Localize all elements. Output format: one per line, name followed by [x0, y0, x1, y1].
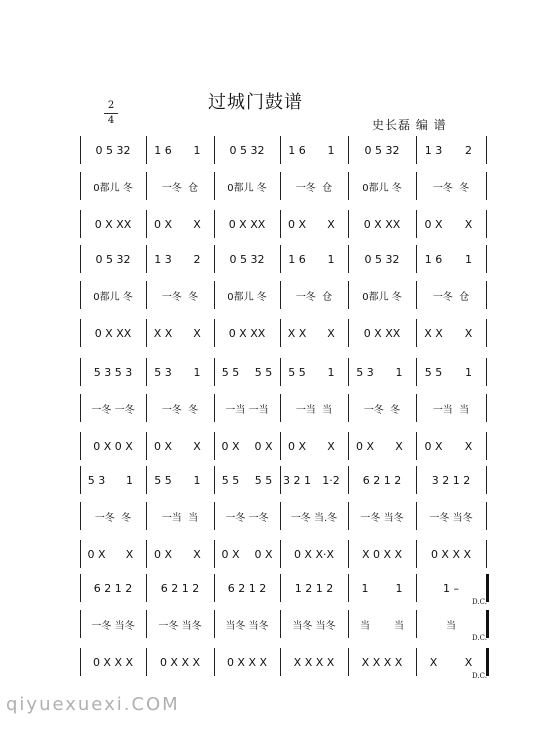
barline — [214, 210, 215, 238]
lyrics-cell: 一冬 当冬 — [360, 512, 404, 524]
barline — [214, 574, 215, 602]
rhythm-cell: 0 X XX — [228, 326, 266, 340]
rhythm-cell: X X — [424, 326, 443, 340]
melody-cell: 5 3 — [356, 365, 374, 379]
barline — [280, 466, 281, 494]
lyrics-cell: 当 — [360, 620, 370, 632]
barline — [214, 540, 215, 568]
barline — [214, 136, 215, 164]
barline — [280, 136, 281, 164]
barline — [486, 172, 487, 200]
melody-cell: 1 — [193, 143, 201, 157]
barline — [416, 172, 417, 200]
barline — [348, 210, 349, 238]
barline — [214, 432, 215, 460]
melody-cell: 2 — [193, 252, 201, 266]
barline — [214, 648, 215, 676]
barline — [280, 610, 281, 638]
melody-cell: 1 — [465, 252, 472, 266]
rhythm-cell: 0 X — [254, 547, 273, 561]
barline — [486, 502, 487, 530]
barline — [486, 210, 487, 238]
melody-cell: 1 — [327, 252, 335, 266]
rhythm-cell: X — [464, 655, 473, 669]
lyrics-cell: 当冬 当冬 — [225, 620, 269, 632]
barline — [280, 540, 281, 568]
lyrics-cell: 一冬 仓 — [432, 291, 470, 303]
barline — [416, 540, 417, 568]
lyrics-cell: 0都儿 冬 — [362, 291, 402, 303]
barline — [214, 610, 215, 638]
rhythm-cell: X — [464, 439, 473, 453]
rhythm-cell: X X X X — [293, 655, 335, 669]
barline — [214, 245, 215, 273]
lyrics-cell: 0都儿 冬 — [227, 291, 267, 303]
barline — [80, 319, 81, 347]
barline — [80, 210, 81, 238]
melody-cell: 5 5 — [288, 365, 306, 379]
barline — [214, 502, 215, 530]
time-signature-bottom: 4 — [107, 115, 115, 126]
barline — [348, 466, 349, 494]
melody-cell: 0 5 32 — [229, 143, 265, 157]
rhythm-cell: X — [193, 326, 201, 340]
barline — [280, 502, 281, 530]
rhythm-cell: 0 X — [221, 547, 240, 561]
rhythm-cell: X X X X — [361, 655, 403, 669]
barline — [348, 281, 349, 309]
melody-cell: 1 — [395, 581, 403, 595]
rhythm-cell: X — [327, 439, 335, 453]
barline — [348, 502, 349, 530]
melody-cell: 2 — [465, 143, 472, 157]
rhythm-cell: X — [429, 655, 438, 669]
rhythm-cell: 0 X — [153, 217, 173, 231]
rhythm-cell: 0 X — [153, 547, 173, 561]
rhythm-cell: 0 X XX — [94, 326, 132, 340]
lyrics-cell: 一当 当 — [432, 404, 470, 416]
barline — [416, 502, 417, 530]
melody-cell: 1 3 — [424, 143, 443, 157]
barline — [80, 358, 81, 386]
melody-cell: 1 — [193, 473, 201, 487]
rhythm-cell: 0 X — [424, 217, 443, 231]
rhythm-cell: X 0 X X — [361, 547, 403, 561]
lyrics-cell: 一当 当 — [161, 512, 199, 524]
rhythm-cell: 0 X X X — [430, 547, 472, 561]
melody-cell: 1 6 — [424, 252, 443, 266]
melody-cell: 1 — [361, 581, 369, 595]
barline — [146, 281, 147, 309]
melody-cell: 5 5 — [221, 365, 240, 379]
rhythm-cell: 0 X — [254, 439, 273, 453]
barline — [146, 610, 147, 638]
rhythm-cell: 0 X — [287, 439, 307, 453]
system-1-rhythm-line — [80, 210, 486, 238]
lyrics-cell: 一冬 冬 — [94, 512, 132, 524]
barline — [486, 540, 487, 568]
rhythm-cell: 0 X — [87, 547, 106, 561]
barline — [348, 172, 349, 200]
barline — [80, 394, 81, 422]
barline — [348, 574, 349, 602]
melody-cell: 5 3 — [154, 365, 172, 379]
rhythm-cell: X — [327, 326, 335, 340]
barline — [146, 245, 147, 273]
melody-cell: 0 5 32 — [95, 143, 131, 157]
lyrics-cell: 一冬 仓 — [295, 182, 333, 194]
barline — [146, 136, 147, 164]
barline — [348, 540, 349, 568]
melody-cell: 1 6 — [154, 143, 172, 157]
rhythm-cell: 0 X X X — [92, 655, 134, 669]
barline — [214, 281, 215, 309]
lyrics-cell: 一冬 当.冬 — [290, 512, 338, 524]
system-4-melody-line — [80, 466, 486, 494]
barline — [416, 394, 417, 422]
rhythm-cell: X — [395, 439, 403, 453]
system-1-lyrics-line — [80, 172, 486, 200]
melody-cell: 0 5 32 — [364, 252, 400, 266]
system-5-lyrics-line: 一冬 当冬 一冬 当冬 当冬 当冬 当冬 当冬 当 当 当 D.C. — [80, 610, 486, 638]
barline — [146, 432, 147, 460]
barline — [146, 319, 147, 347]
barline — [214, 172, 215, 200]
barline — [348, 432, 349, 460]
time-signature-top: 2 — [107, 100, 115, 111]
rhythm-cell: X X — [287, 326, 307, 340]
rhythm-cell: 0 X — [355, 439, 375, 453]
barline — [416, 466, 417, 494]
melody-cell: 1 3 — [154, 252, 172, 266]
barline — [214, 394, 215, 422]
barline — [348, 136, 349, 164]
barline — [416, 281, 417, 309]
lyrics-cell: 当 — [446, 620, 456, 632]
rhythm-cell: 0 X X·X — [293, 547, 335, 561]
barline — [486, 358, 487, 386]
barline — [416, 432, 417, 460]
barline — [280, 574, 281, 602]
arranger-credit: 史长磊 编 谱 — [372, 118, 447, 132]
barline — [348, 610, 349, 638]
barline — [348, 648, 349, 676]
barline — [416, 648, 417, 676]
barline — [280, 432, 281, 460]
barline — [486, 466, 487, 494]
rhythm-cell: 0 X — [424, 439, 443, 453]
barline — [80, 172, 81, 200]
barline — [80, 502, 81, 530]
barline — [486, 245, 487, 273]
system-4-lyrics-line — [80, 502, 486, 530]
system-3-rhythm-line — [80, 432, 486, 460]
barline — [280, 358, 281, 386]
barline — [416, 245, 417, 273]
barline — [280, 394, 281, 422]
barline — [214, 319, 215, 347]
lyrics-cell: 0都儿 冬 — [93, 291, 133, 303]
lyrics-cell: 0都儿 冬 — [93, 182, 133, 194]
barline — [80, 466, 81, 494]
lyrics-cell: 一冬 一冬 — [91, 404, 135, 416]
melody-cell: 1 — [395, 365, 403, 379]
barline — [80, 540, 81, 568]
rhythm-cell: X — [464, 217, 473, 231]
rhythm-cell: 0 X — [153, 439, 173, 453]
rhythm-cell: X — [193, 217, 201, 231]
site-watermark: qiyuexuexi.COM — [6, 694, 180, 715]
barline — [348, 319, 349, 347]
barline — [146, 394, 147, 422]
barline — [146, 540, 147, 568]
barline — [80, 648, 81, 676]
melody-cell: 3 2 1 2 — [431, 473, 471, 487]
barline — [416, 210, 417, 238]
melody-cell: 1 6 — [288, 252, 306, 266]
melody-cell: 5 5 — [154, 473, 172, 487]
lyrics-cell: 一冬 当冬 — [91, 620, 135, 632]
lyrics-cell: 一冬 冬 — [161, 291, 199, 303]
barline — [146, 574, 147, 602]
system-2-melody-line — [80, 245, 486, 273]
rhythm-cell: X X — [153, 326, 173, 340]
melody-cell: 6 2 1 2 — [362, 473, 402, 487]
barline — [80, 610, 81, 638]
barline — [80, 245, 81, 273]
melody-cell: 5 3 — [87, 473, 106, 487]
lyrics-cell: 一当 当 — [295, 404, 333, 416]
rhythm-cell: 0 X X X — [159, 655, 201, 669]
barline — [146, 210, 147, 238]
lyrics-cell: 当 — [394, 620, 404, 632]
lyrics-cell: 一冬 仓 — [295, 291, 333, 303]
melody-cell: 1 6 — [288, 143, 306, 157]
barline — [486, 136, 487, 164]
barline — [80, 281, 81, 309]
rhythm-cell: 0 X XX — [363, 326, 401, 340]
barline — [280, 210, 281, 238]
barline — [280, 648, 281, 676]
barline — [348, 394, 349, 422]
system-2-rhythm-line — [80, 319, 486, 347]
lyrics-cell: 0都儿 冬 — [227, 182, 267, 194]
melody-cell: 6 2 1 2 — [227, 581, 267, 595]
melody-cell: 1 — [327, 143, 335, 157]
melody-cell: 5 3 5 3 — [93, 365, 133, 379]
rhythm-cell: 0 X X X — [226, 655, 268, 669]
rhythm-cell: 0 X — [221, 439, 240, 453]
rhythm-cell: X — [193, 439, 201, 453]
barline — [416, 319, 417, 347]
barline — [146, 172, 147, 200]
barline — [486, 281, 487, 309]
barline — [80, 574, 81, 602]
lyrics-cell: 一冬 冬 — [363, 404, 401, 416]
barline — [80, 136, 81, 164]
barline — [280, 245, 281, 273]
rhythm-cell: 0 X XX — [228, 217, 266, 231]
system-3-lyrics-line — [80, 394, 486, 422]
lyrics-cell: 一冬 一冬 — [225, 512, 269, 524]
melody-cell: 1 — [193, 365, 201, 379]
barline — [416, 136, 417, 164]
rhythm-cell: 0 X XX — [94, 217, 132, 231]
barline — [146, 466, 147, 494]
rhythm-cell: 0 X XX — [363, 217, 401, 231]
barline — [146, 648, 147, 676]
lyrics-cell: 一冬 冬 — [161, 404, 199, 416]
barline — [486, 432, 487, 460]
melody-cell: 1 – — [443, 581, 459, 595]
melody-cell: 0 5 32 — [229, 252, 265, 266]
barline — [348, 245, 349, 273]
barline — [416, 574, 417, 602]
lyrics-cell: 当冬 当冬 — [292, 620, 336, 632]
melody-cell: 1 — [126, 473, 133, 487]
system-2-lyrics-line — [80, 281, 486, 309]
melody-cell: 5 5 — [221, 473, 240, 487]
barline — [146, 502, 147, 530]
rhythm-cell: X — [464, 326, 473, 340]
melody-cell: 1·2 — [322, 473, 340, 487]
system-5-melody-line: 6 2 1 2 6 2 1 2 6 2 1 2 1 2 1 2 1 1 1 – D.C. — [80, 574, 486, 602]
melody-cell: 0 5 32 — [364, 143, 400, 157]
barline — [348, 358, 349, 386]
rhythm-cell: 0 X — [287, 217, 307, 231]
lyrics-cell: 一当 一当 — [225, 404, 269, 416]
melody-cell: 1 — [465, 365, 472, 379]
barline — [486, 394, 487, 422]
lyrics-cell: 一冬 当冬 — [158, 620, 202, 632]
barline — [214, 358, 215, 386]
melody-cell: 1 2 1 2 — [294, 581, 334, 595]
melody-cell: 1 — [327, 365, 335, 379]
barline — [80, 432, 81, 460]
melody-cell: 6 2 1 2 — [160, 581, 200, 595]
lyrics-cell: 0都儿 冬 — [362, 182, 402, 194]
barline — [214, 466, 215, 494]
score-title: 过城门鼓谱 — [208, 92, 303, 113]
barline — [146, 358, 147, 386]
system-1-melody-line — [80, 136, 486, 164]
lyrics-cell: 一冬 当冬 — [429, 512, 473, 524]
melody-cell: 3 2 1 — [283, 473, 311, 487]
barline — [416, 358, 417, 386]
melody-cell: 5 5 — [254, 365, 273, 379]
melody-cell: 5 5 — [254, 473, 273, 487]
barline — [280, 172, 281, 200]
melody-cell: 5 5 — [424, 365, 443, 379]
barline — [280, 281, 281, 309]
lyrics-cell: 一冬 仓 — [161, 182, 199, 194]
barline — [280, 319, 281, 347]
rhythm-cell: X — [125, 547, 134, 561]
lyrics-cell: 一冬 冬 — [432, 182, 470, 194]
melody-cell: 6 2 1 2 — [93, 581, 133, 595]
rhythm-cell: X — [327, 217, 335, 231]
rhythm-cell: 0 X 0 X — [93, 439, 133, 453]
system-3-melody-line — [80, 358, 486, 386]
melody-cell: 0 5 32 — [95, 252, 131, 266]
rhythm-cell: X — [193, 547, 201, 561]
barline — [416, 610, 417, 638]
system-4-rhythm-line — [80, 540, 486, 568]
barline — [486, 319, 487, 347]
system-5-rhythm-line: 0 X X X 0 X X X 0 X X X X X X X X X X X X X D.C. — [80, 648, 486, 676]
